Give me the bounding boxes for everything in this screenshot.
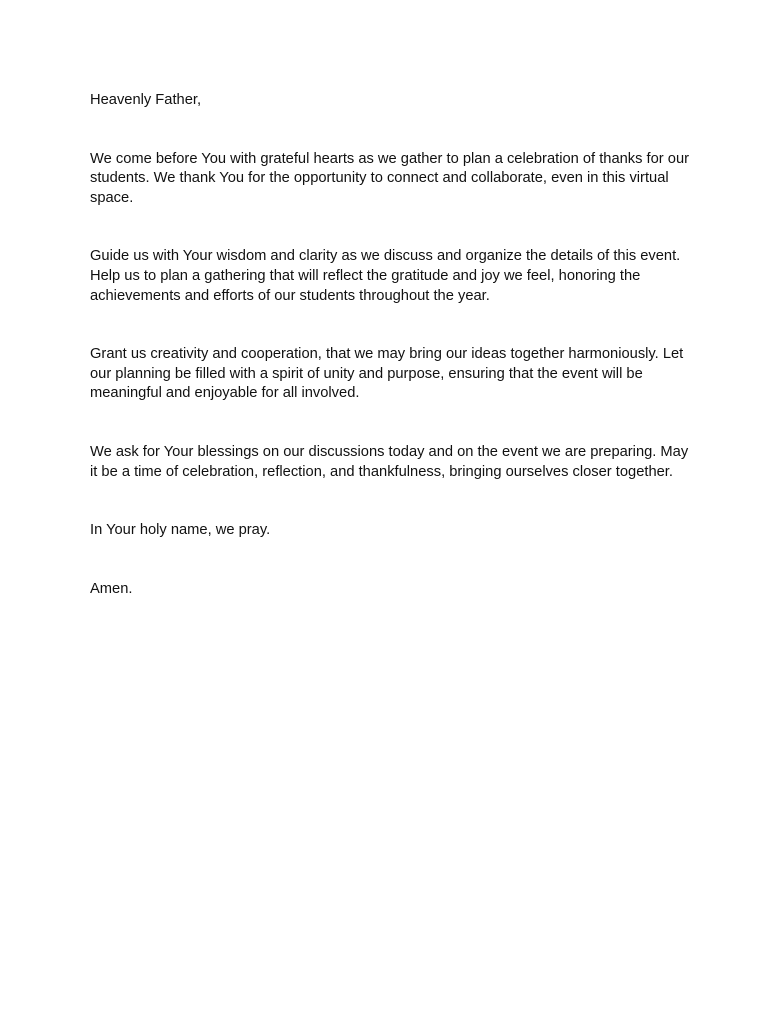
- document-body: [90, 91, 690, 638]
- paragraph-opening: We come before You with grateful hearts as we gather to plan a celebration of thanks for our students. We thank You for the opportunity to connect and collaborate, even in this virtual space.: [90, 150, 690, 206]
- salutation: Heavenly Father,: [90, 92, 202, 108]
- paragraph-guidance: Guide us with Your wisdom and clarity as we discuss and organize the details of this event. Help us to plan a gathering that will reflect the gratitude and joy we feel, honoring the achievements and efforts of our students throughout the year.: [90, 248, 681, 304]
- paragraph-creativity: Grant us creativity and cooperation, that we may bring our ideas together harmoniously. Let our planning be filled with a spirit of unity and purpose, ensuring that the event will be meaningful and enjoyable for all involved.: [90, 346, 684, 402]
- paragraph-blessings: We ask for Your blessings on our discussions today and on the event we are preparing. May it be a time of celebration, reflection, and thankfulness, bringing ourselves closer together.: [90, 443, 689, 480]
- amen-line: Amen.: [90, 580, 133, 597]
- closing-line: In Your holy name, we pray.: [90, 522, 271, 539]
